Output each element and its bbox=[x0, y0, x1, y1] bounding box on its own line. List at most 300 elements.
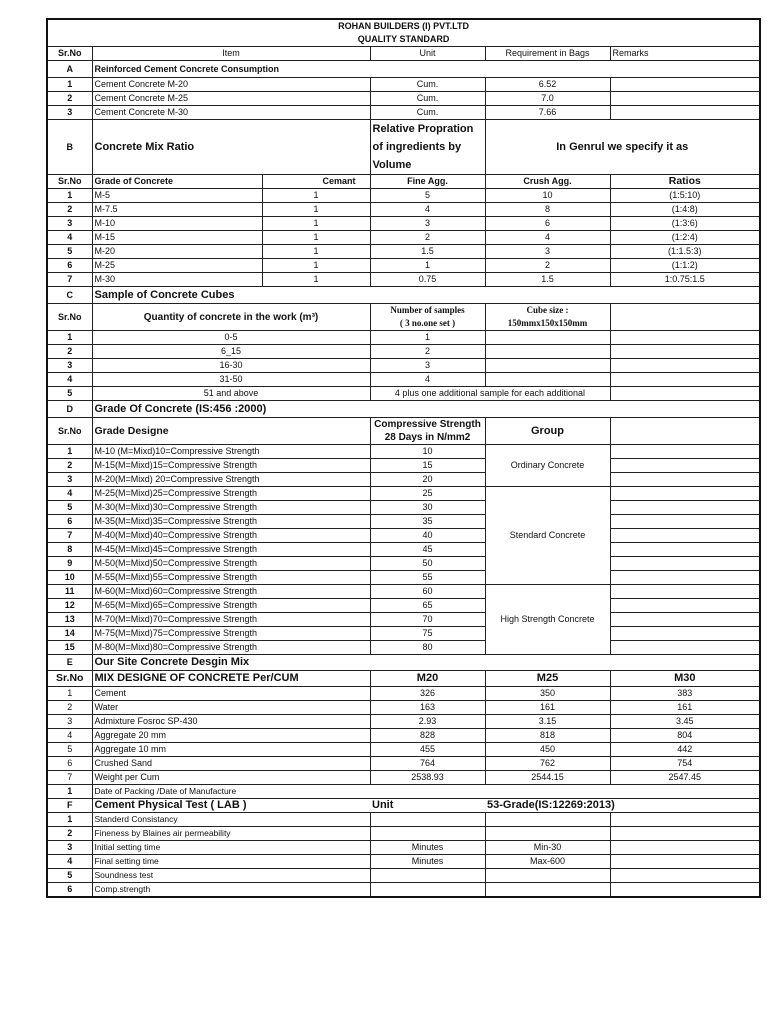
section-f-row bbox=[47, 841, 760, 855]
number-of-samples: 3 bbox=[370, 359, 485, 373]
test-name: Comp.strength bbox=[92, 883, 370, 898]
section-e-row bbox=[47, 701, 760, 715]
section-c-row bbox=[47, 359, 760, 373]
section-f-row bbox=[47, 883, 760, 898]
fine-agg: 3 bbox=[370, 217, 485, 231]
grade: M-30 bbox=[92, 273, 262, 287]
col-header-sr: Sr.No bbox=[47, 47, 92, 61]
test-name: Fineness by Blaines air permeability bbox=[92, 827, 370, 841]
concrete-group: High Strength Concrete bbox=[485, 585, 610, 655]
concrete-group: Stendard Concrete bbox=[485, 487, 610, 585]
blank bbox=[610, 641, 760, 655]
blank bbox=[610, 827, 760, 841]
cube-size bbox=[485, 359, 610, 373]
header-crush-agg: Crush Agg. bbox=[485, 175, 610, 189]
blank bbox=[610, 529, 760, 543]
section-d-row bbox=[47, 571, 760, 585]
grade-designe: M-25(M=Mixd)25=Compressive Strength bbox=[92, 487, 370, 501]
section-d-header-row bbox=[47, 418, 760, 445]
grade-designe: M-55(M=Mixd)55=Compressive Strength bbox=[92, 571, 370, 585]
document-subtitle: QUALITY STANDARD bbox=[47, 33, 760, 47]
header-sr: Sr.No bbox=[47, 418, 92, 445]
grade-designe: M-80(M=Mixd)80=Compressive Strength bbox=[92, 641, 370, 655]
m25-value: 350 bbox=[485, 687, 610, 701]
blank bbox=[610, 373, 760, 387]
sr-number: 1 bbox=[47, 331, 92, 345]
blank bbox=[610, 813, 760, 827]
m20-value: 455 bbox=[370, 743, 485, 757]
fine-agg: 2 bbox=[370, 231, 485, 245]
sr-number: 1 bbox=[47, 78, 92, 92]
sr-number: 11 bbox=[47, 585, 92, 599]
blank bbox=[610, 613, 760, 627]
grade: M-20 bbox=[92, 245, 262, 259]
compressive-strength: 75 bbox=[370, 627, 485, 641]
grade: M-15 bbox=[92, 231, 262, 245]
section-d-title: Grade Of Concrete (IS:456 :2000) bbox=[92, 401, 760, 418]
specify-note: In Genrul we specify it as bbox=[485, 120, 760, 175]
header-sr: Sr.No bbox=[47, 175, 92, 189]
remarks bbox=[610, 106, 760, 120]
cube-size bbox=[485, 373, 610, 387]
test-unit bbox=[370, 883, 485, 898]
section-e-row bbox=[47, 729, 760, 743]
unit: Cum. bbox=[370, 92, 485, 106]
section-e-row bbox=[47, 687, 760, 701]
test-unit bbox=[370, 813, 485, 827]
header-cube-size bbox=[485, 304, 610, 331]
sr-number: 5 bbox=[47, 245, 92, 259]
test-unit bbox=[370, 869, 485, 883]
header-group: Group bbox=[485, 418, 610, 445]
header-cube-line1: Cube size : bbox=[526, 305, 569, 315]
crush-agg: 10 bbox=[485, 189, 610, 203]
test-unit: Minutes bbox=[370, 855, 485, 869]
packing-date-label: Date of Packing /Date of Manufacture bbox=[92, 785, 760, 799]
fine-agg: 5 bbox=[370, 189, 485, 203]
section-d-row bbox=[47, 501, 760, 515]
grade-designe: M-50(M=Mixd)50=Compressive Strength bbox=[92, 557, 370, 571]
concrete-group: Ordinary Concrete bbox=[485, 445, 610, 487]
number-of-samples: 1 bbox=[370, 331, 485, 345]
sr-number: 5 bbox=[47, 743, 92, 757]
blank bbox=[610, 585, 760, 599]
mix-ingredient: Aggregate 20 mm bbox=[92, 729, 370, 743]
section-b-row bbox=[47, 231, 760, 245]
sr-number: 3 bbox=[47, 106, 92, 120]
sr-number: 7 bbox=[47, 771, 92, 785]
section-d-row bbox=[47, 515, 760, 529]
section-c-code: C bbox=[47, 287, 92, 304]
blank bbox=[610, 557, 760, 571]
section-f-row bbox=[47, 855, 760, 869]
blank bbox=[610, 445, 760, 459]
quantity-range: 0-5 bbox=[92, 331, 370, 345]
section-c-row bbox=[47, 373, 760, 387]
section-c-row bbox=[47, 345, 760, 359]
m25-value: 161 bbox=[485, 701, 610, 715]
grade: M-7.5 bbox=[92, 203, 262, 217]
header-fine-agg: Fine Agg. bbox=[370, 175, 485, 189]
grade-designe: M-60(M=Mixd)60=Compressive Strength bbox=[92, 585, 370, 599]
blank bbox=[610, 487, 760, 501]
test-requirement: Min-30 bbox=[485, 841, 610, 855]
item-name: Cement Concrete M-30 bbox=[92, 106, 370, 120]
sr-number: 6 bbox=[47, 515, 92, 529]
header-cement: Cemant bbox=[262, 175, 370, 189]
cement-ratio: 1 bbox=[262, 245, 370, 259]
header-grade: Grade of Concrete bbox=[92, 175, 262, 189]
header-m20: M20 bbox=[370, 671, 485, 687]
crush-agg: 8 bbox=[485, 203, 610, 217]
blank bbox=[610, 515, 760, 529]
header-strength-line1: Compressive Strength bbox=[374, 419, 481, 430]
mix-ratio: (1:1:2) bbox=[610, 259, 760, 273]
grade-designe: M-40(M=Mixd)40=Compressive Strength bbox=[92, 529, 370, 543]
section-b-row bbox=[47, 189, 760, 203]
sr-number: 13 bbox=[47, 613, 92, 627]
sr-number: 2 bbox=[47, 92, 92, 106]
test-requirement bbox=[485, 869, 610, 883]
blank bbox=[610, 501, 760, 515]
blank bbox=[610, 304, 760, 331]
sr-number: 3 bbox=[47, 715, 92, 729]
sr-number: 4 bbox=[47, 487, 92, 501]
compressive-strength: 50 bbox=[370, 557, 485, 571]
sr-number: 2 bbox=[47, 827, 92, 841]
m20-value: 326 bbox=[370, 687, 485, 701]
blank bbox=[610, 627, 760, 641]
section-f-row bbox=[47, 827, 760, 841]
sr-number: 1 bbox=[47, 785, 92, 799]
section-e-title: Our Site Concrete Desgin Mix bbox=[92, 655, 760, 671]
grade-designe: M-15(M=Mixd)15=Compressive Strength bbox=[92, 459, 370, 473]
section-f-row bbox=[47, 813, 760, 827]
sr-number: 5 bbox=[47, 869, 92, 883]
m20-value: 828 bbox=[370, 729, 485, 743]
section-e-header-row bbox=[47, 671, 760, 687]
grade-designe: M-30(M=Mixd)30=Compressive Strength bbox=[92, 501, 370, 515]
item-name: Cement Concrete M-20 bbox=[92, 78, 370, 92]
proportion-note: Relative Propration of ingredients by Volume bbox=[370, 120, 485, 175]
section-e-row bbox=[47, 743, 760, 757]
m25-value: 762 bbox=[485, 757, 610, 771]
section-d-row bbox=[47, 599, 760, 613]
blank bbox=[610, 543, 760, 557]
blank bbox=[610, 345, 760, 359]
header-cube-line2: 150mmx150x150mm bbox=[507, 318, 588, 328]
section-b-heading bbox=[47, 120, 760, 175]
remarks bbox=[610, 78, 760, 92]
test-name: Soundness test bbox=[92, 869, 370, 883]
company-name: ROHAN BUILDERS (I) PVT.LTD bbox=[47, 19, 760, 33]
grade-designe: M-20(M=Mixd) 20=Compressive Strength bbox=[92, 473, 370, 487]
header-mix-designe: MIX DESIGNE OF CONCRETE Per/CUM bbox=[92, 671, 370, 687]
fine-agg: 1.5 bbox=[370, 245, 485, 259]
test-name: Final setting time bbox=[92, 855, 370, 869]
sr-number: 4 bbox=[47, 373, 92, 387]
mix-ratio: (1:5:10) bbox=[610, 189, 760, 203]
compressive-strength: 45 bbox=[370, 543, 485, 557]
section-d-row bbox=[47, 473, 760, 487]
section-d-row bbox=[47, 613, 760, 627]
section-d-row bbox=[47, 585, 760, 599]
section-d-row bbox=[47, 445, 760, 459]
section-c-heading bbox=[47, 287, 760, 304]
section-b-row bbox=[47, 245, 760, 259]
section-d-row bbox=[47, 543, 760, 557]
blank bbox=[610, 331, 760, 345]
blank bbox=[610, 473, 760, 487]
sr-number: 1 bbox=[47, 445, 92, 459]
grade: M-10 bbox=[92, 217, 262, 231]
quality-standard-sheet bbox=[46, 18, 761, 898]
sr-number: 5 bbox=[47, 501, 92, 515]
compressive-strength: 80 bbox=[370, 641, 485, 655]
grade-designe: M-70(M=Mixd)70=Compressive Strength bbox=[92, 613, 370, 627]
blank bbox=[610, 387, 760, 401]
section-d-row bbox=[47, 641, 760, 655]
sr-number: 6 bbox=[47, 259, 92, 273]
sr-number: 4 bbox=[47, 231, 92, 245]
section-e-row bbox=[47, 715, 760, 729]
section-f-title: Cement Physical Test ( LAB ) bbox=[92, 799, 370, 813]
compressive-strength: 25 bbox=[370, 487, 485, 501]
section-a-code: A bbox=[47, 61, 92, 78]
section-f-heading bbox=[47, 799, 760, 813]
section-b-row bbox=[47, 273, 760, 287]
section-a-row bbox=[47, 92, 760, 106]
m30-value: 383 bbox=[610, 687, 760, 701]
test-name: Standerd Consistancy bbox=[92, 813, 370, 827]
grade: M-25 bbox=[92, 259, 262, 273]
sr-number: 15 bbox=[47, 641, 92, 655]
mix-ratio: (1:1.5:3) bbox=[610, 245, 760, 259]
quantity-range: 6_15 bbox=[92, 345, 370, 359]
unit: Cum. bbox=[370, 78, 485, 92]
fine-agg: 0.75 bbox=[370, 273, 485, 287]
col-header-item: Item bbox=[92, 47, 370, 61]
header-samples bbox=[370, 304, 485, 331]
section-f-grade-header: 53-Grade(IS:12269:2013) bbox=[485, 799, 760, 813]
blank bbox=[610, 599, 760, 613]
section-f-row bbox=[47, 869, 760, 883]
section-d-row bbox=[47, 557, 760, 571]
quantity-range: 51 and above bbox=[92, 387, 370, 401]
quantity-range: 16-30 bbox=[92, 359, 370, 373]
compressive-strength: 55 bbox=[370, 571, 485, 585]
sr-number: 7 bbox=[47, 529, 92, 543]
section-b-row bbox=[47, 217, 760, 231]
section-c-row bbox=[47, 331, 760, 345]
section-e-row bbox=[47, 771, 760, 785]
item-name: Cement Concrete M-25 bbox=[92, 92, 370, 106]
sr-number: 1 bbox=[47, 687, 92, 701]
m30-value: 804 bbox=[610, 729, 760, 743]
section-b-header-row bbox=[47, 175, 760, 189]
sr-number: 2 bbox=[47, 459, 92, 473]
unit: Cum. bbox=[370, 106, 485, 120]
header-sr: Sr.No bbox=[47, 304, 92, 331]
m20-value: 163 bbox=[370, 701, 485, 715]
requirement-bags: 7.0 bbox=[485, 92, 610, 106]
section-a-title: Reinforced Cement Concrete Consumption bbox=[92, 61, 760, 78]
section-d-code: D bbox=[47, 401, 92, 418]
sr-number: 2 bbox=[47, 345, 92, 359]
grade-designe: M-35(M=Mixd)35=Compressive Strength bbox=[92, 515, 370, 529]
test-name: Initial setting time bbox=[92, 841, 370, 855]
col-header-requirement: Requirement in Bags bbox=[485, 47, 610, 61]
sr-number: 14 bbox=[47, 627, 92, 641]
blank bbox=[610, 841, 760, 855]
header-sr: Sr.No bbox=[47, 671, 92, 687]
section-b-title: Concrete Mix Ratio bbox=[92, 120, 370, 175]
header-compressive-strength bbox=[370, 418, 485, 445]
sr-number: 1 bbox=[47, 189, 92, 203]
mix-ingredient: Cement bbox=[92, 687, 370, 701]
sr-number: 1 bbox=[47, 813, 92, 827]
mix-ingredient: Water bbox=[92, 701, 370, 715]
test-unit bbox=[370, 827, 485, 841]
blank bbox=[610, 869, 760, 883]
blank bbox=[610, 571, 760, 585]
sr-number: 2 bbox=[47, 701, 92, 715]
blank bbox=[610, 855, 760, 869]
header-grade-designe: Grade Designe bbox=[92, 418, 370, 445]
section-d-row bbox=[47, 487, 760, 501]
quantity-range: 31-50 bbox=[92, 373, 370, 387]
m25-value: 3.15 bbox=[485, 715, 610, 729]
mix-ratio: (1:2:4) bbox=[610, 231, 760, 245]
compressive-strength: 70 bbox=[370, 613, 485, 627]
m25-value: 818 bbox=[485, 729, 610, 743]
cube-size bbox=[485, 345, 610, 359]
grade-designe: M-75(M=Mixd)75=Compressive Strength bbox=[92, 627, 370, 641]
sr-number: 2 bbox=[47, 203, 92, 217]
section-e-code: E bbox=[47, 655, 92, 671]
m20-value: 764 bbox=[370, 757, 485, 771]
crush-agg: 3 bbox=[485, 245, 610, 259]
section-c-title: Sample of Concrete Cubes bbox=[92, 287, 760, 304]
requirement-bags: 6.52 bbox=[485, 78, 610, 92]
compressive-strength: 40 bbox=[370, 529, 485, 543]
col-header-unit: Unit bbox=[370, 47, 485, 61]
header-samples-line1: Number of samples bbox=[390, 305, 465, 315]
test-requirement bbox=[485, 883, 610, 898]
section-c-header-row bbox=[47, 304, 760, 331]
header-strength-line2: 28 Days in N/mm2 bbox=[384, 432, 471, 443]
requirement-bags: 7.66 bbox=[485, 106, 610, 120]
compressive-strength: 10 bbox=[370, 445, 485, 459]
compressive-strength: 30 bbox=[370, 501, 485, 515]
cement-ratio: 1 bbox=[262, 231, 370, 245]
section-b-code: B bbox=[47, 120, 92, 175]
number-of-samples: 4 bbox=[370, 373, 485, 387]
fine-agg: 1 bbox=[370, 259, 485, 273]
section-b-row bbox=[47, 259, 760, 273]
section-c-row bbox=[47, 387, 760, 401]
sr-number: 6 bbox=[47, 883, 92, 898]
mix-ingredient: Aggregate 10 mm bbox=[92, 743, 370, 757]
header-quantity: Quantity of concrete in the work (m³) bbox=[92, 304, 370, 331]
compressive-strength: 60 bbox=[370, 585, 485, 599]
blank bbox=[610, 883, 760, 898]
section-b-row bbox=[47, 203, 760, 217]
grade-designe: M-45(M=Mixd)45=Compressive Strength bbox=[92, 543, 370, 557]
m30-value: 3.45 bbox=[610, 715, 760, 729]
sr-number: 3 bbox=[47, 359, 92, 373]
compressive-strength: 35 bbox=[370, 515, 485, 529]
col-header-remarks: Remarks bbox=[610, 47, 760, 61]
cement-ratio: 1 bbox=[262, 189, 370, 203]
crush-agg: 2 bbox=[485, 259, 610, 273]
sr-number: 8 bbox=[47, 543, 92, 557]
sr-number: 6 bbox=[47, 757, 92, 771]
m20-value: 2.93 bbox=[370, 715, 485, 729]
m25-value: 2544.15 bbox=[485, 771, 610, 785]
sr-number: 5 bbox=[47, 387, 92, 401]
cement-ratio: 1 bbox=[262, 217, 370, 231]
sr-number: 3 bbox=[47, 841, 92, 855]
sr-number: 4 bbox=[47, 729, 92, 743]
m25-value: 450 bbox=[485, 743, 610, 757]
section-d-row bbox=[47, 627, 760, 641]
mix-ingredient: Admixture Fosroc SP-430 bbox=[92, 715, 370, 729]
grade-designe: M-65(M=Mixd)65=Compressive Strength bbox=[92, 599, 370, 613]
mix-ingredient: Crushed Sand bbox=[92, 757, 370, 771]
compressive-strength: 20 bbox=[370, 473, 485, 487]
fine-agg: 4 bbox=[370, 203, 485, 217]
m30-value: 442 bbox=[610, 743, 760, 757]
crush-agg: 6 bbox=[485, 217, 610, 231]
sr-number: 9 bbox=[47, 557, 92, 571]
test-requirement: Max-600 bbox=[485, 855, 610, 869]
sr-number: 12 bbox=[47, 599, 92, 613]
cement-ratio: 1 bbox=[262, 273, 370, 287]
mix-ratio: (1:3:6) bbox=[610, 217, 760, 231]
m30-value: 2547.45 bbox=[610, 771, 760, 785]
section-a-row bbox=[47, 106, 760, 120]
section-e-row bbox=[47, 757, 760, 771]
test-unit: Minutes bbox=[370, 841, 485, 855]
sr-number: 3 bbox=[47, 217, 92, 231]
cement-ratio: 1 bbox=[262, 259, 370, 273]
packing-date-row bbox=[47, 785, 760, 799]
remarks bbox=[610, 92, 760, 106]
sr-number: 7 bbox=[47, 273, 92, 287]
m30-value: 161 bbox=[610, 701, 760, 715]
section-d-row bbox=[47, 459, 760, 473]
mix-ratio: 1:0.75:1.5 bbox=[610, 273, 760, 287]
section-d-heading bbox=[47, 401, 760, 418]
section-f-unit-header: Unit bbox=[370, 799, 485, 813]
number-of-samples: 2 bbox=[370, 345, 485, 359]
number-of-samples: 4 plus one additional sample for each additional bbox=[370, 387, 610, 401]
m30-value: 754 bbox=[610, 757, 760, 771]
section-d-row bbox=[47, 529, 760, 543]
grade: M-5 bbox=[92, 189, 262, 203]
mix-ratio: (1:4:8) bbox=[610, 203, 760, 217]
header-m25: M25 bbox=[485, 671, 610, 687]
sr-number: 10 bbox=[47, 571, 92, 585]
sr-number: 3 bbox=[47, 473, 92, 487]
blank bbox=[610, 459, 760, 473]
compressive-strength: 65 bbox=[370, 599, 485, 613]
crush-agg: 4 bbox=[485, 231, 610, 245]
compressive-strength: 15 bbox=[370, 459, 485, 473]
test-requirement bbox=[485, 827, 610, 841]
test-requirement bbox=[485, 813, 610, 827]
